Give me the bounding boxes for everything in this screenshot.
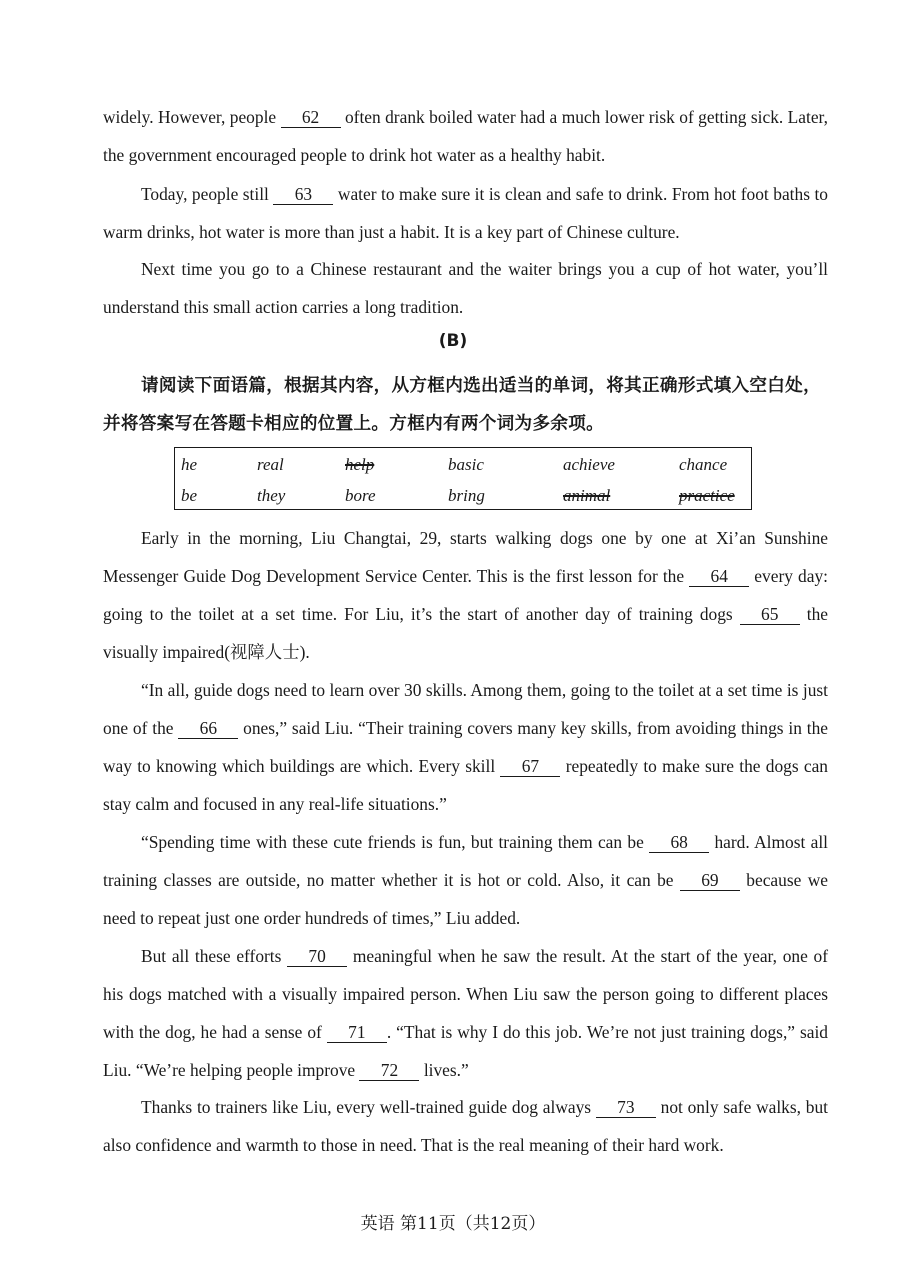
text: But all these efforts bbox=[141, 946, 288, 966]
passage-a-paragraph-1 bbox=[103, 98, 828, 174]
word-basic: basic bbox=[448, 455, 484, 474]
passage-b-paragraph-4 bbox=[103, 937, 828, 1089]
blank-68: 68 bbox=[649, 832, 709, 853]
blank-62: 62 bbox=[281, 107, 341, 128]
blank-65: 65 bbox=[740, 604, 800, 625]
word-bore: bore bbox=[345, 486, 376, 505]
text: . “That is why I do this job. We’re not just training dogs,” said Liu. “We’re helping people improve bbox=[103, 1022, 829, 1080]
blank-71: 71 bbox=[327, 1022, 387, 1043]
page-footer: 英语 第11页（共12页） bbox=[360, 1214, 546, 1234]
passage-b-paragraph-3 bbox=[103, 823, 828, 937]
word-real: real bbox=[257, 455, 284, 474]
passage-b-paragraph-5 bbox=[103, 1088, 828, 1164]
passage-b-paragraph-2 bbox=[103, 671, 828, 823]
word-chance: chance bbox=[679, 455, 728, 474]
text: widely. However, people bbox=[103, 107, 281, 127]
blank-67: 67 bbox=[500, 756, 560, 777]
blank-70: 70 bbox=[287, 946, 347, 967]
word-box bbox=[174, 447, 752, 510]
text: lives.” bbox=[419, 1060, 469, 1080]
text: because we need to repeat just one order hundreds of times,” Liu added. bbox=[103, 870, 828, 928]
blank-69: 69 bbox=[680, 870, 740, 891]
blank-66: 66 bbox=[178, 718, 238, 739]
blank-72: 72 bbox=[359, 1060, 419, 1081]
word-practice-crossed: practice bbox=[679, 486, 735, 505]
text: “Spending time with these cute friends is fun, but training them can be bbox=[141, 832, 650, 852]
blank-73: 73 bbox=[596, 1097, 656, 1118]
text: water to make sure it is clean and safe to drink. From hot foot baths to warm drinks, hot water is more than just a habit. It is a key part of Chinese culture. bbox=[103, 184, 828, 242]
text: Today, people still bbox=[141, 184, 274, 204]
word-animal-crossed: animal bbox=[563, 486, 611, 505]
text: often drank boiled water had a much lower risk of getting sick. Later, the government encouraged people to drink hot water as a healthy habit. bbox=[103, 107, 828, 165]
text: the visually impaired(视障人士). bbox=[103, 604, 829, 662]
word-be: be bbox=[181, 486, 198, 505]
text: meaningful when he saw the result. At the start of the year, one of his dogs matched with a visually impaired person. When Liu saw the person going to different places with the dog, he had a sense of bbox=[103, 946, 828, 1042]
section-heading: (B) bbox=[438, 331, 468, 351]
blank-63: 63 bbox=[273, 184, 333, 205]
text: ones,” said Liu. “Their training covers many key skills, from avoiding things in the way to knowing which buildings are which. Every skill bbox=[103, 718, 828, 776]
word-he: he bbox=[181, 455, 198, 474]
word-help-crossed: help bbox=[345, 455, 375, 474]
text: “In all, guide dogs need to learn over 30 skills. Among them, going to the toilet at a set time is just one of the bbox=[103, 680, 828, 738]
text: hard. Almost all training classes are outside, no matter whether it is hot or cold. Also, it can be bbox=[103, 832, 828, 890]
word-they: they bbox=[257, 486, 286, 505]
text: not only safe walks, but also confidence and warmth to those in need. That is the real meaning of their hard work. bbox=[103, 1097, 828, 1155]
text: Next time you go to a Chinese restaurant and the waiter brings you a cup of hot water, you’ll understand this small action carries a long tradition. bbox=[103, 259, 828, 317]
text: repeatedly to make sure the dogs can stay calm and focused in any real-life situations.” bbox=[103, 756, 829, 814]
instructions: 请阅读下面语篇，根据其内容，从方框内选出适当的单词，将其正确形式填入空白处，并将答案写在答题卡相应的位置上。方框内有两个词为多余项。 bbox=[103, 376, 821, 434]
word-bring: bring bbox=[448, 486, 485, 505]
text: Thanks to trainers like Liu, every well-trained guide dog always bbox=[141, 1097, 596, 1117]
blank-64: 64 bbox=[689, 566, 749, 587]
passage-a-paragraph-3 bbox=[103, 250, 828, 326]
passage-a-paragraph-2 bbox=[103, 175, 828, 251]
text: every day: going to the toilet at a set time. For Liu, it’s the start of another day of training dogs bbox=[103, 566, 828, 624]
word-achieve: achieve bbox=[563, 455, 615, 474]
text: Early in the morning, Liu Changtai, 29, starts walking dogs one by one at Xi’an Sunshine Messenger Guide Dog Development Service Center. This is the first lesson for the bbox=[103, 528, 828, 586]
passage-b-paragraph-1 bbox=[103, 519, 828, 671]
